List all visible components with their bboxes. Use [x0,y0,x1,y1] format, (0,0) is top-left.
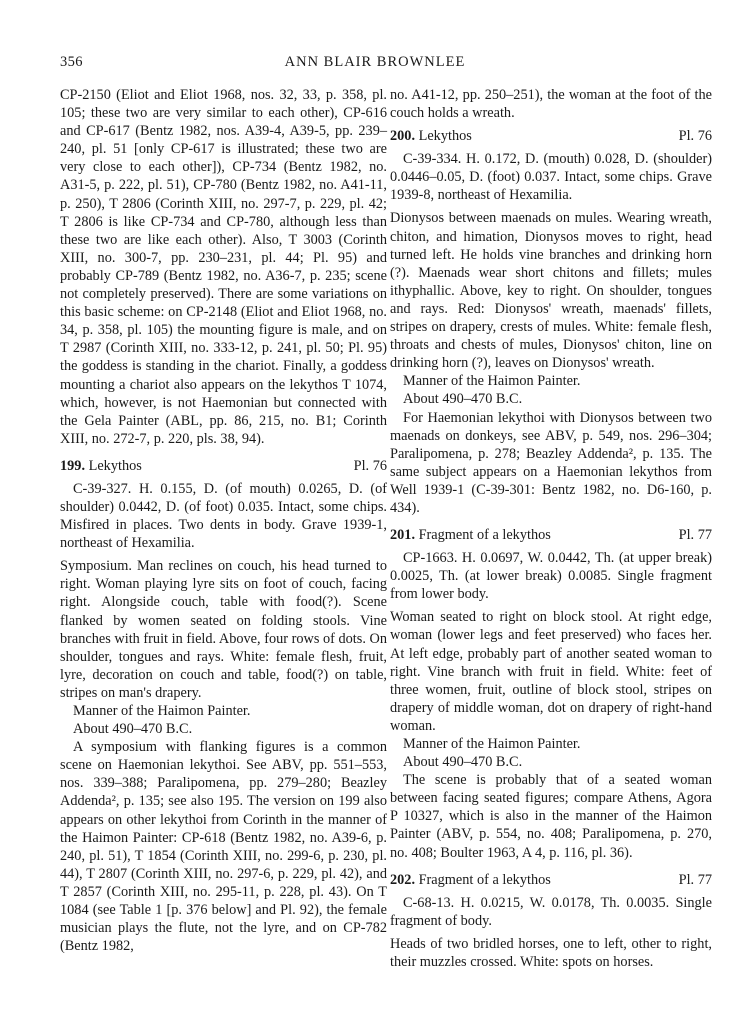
page-number: 356 [60,54,83,70]
plate-reference: Pl. 76 [678,128,712,145]
plate-reference: Pl. 77 [678,871,712,888]
catalog-data: C-39-334. H. 0.172, D. (mouth) 0.028, D. (shoulder) 0.0446–0.05, D. (foot) 0.037. Intact, some chips. Grave 1939-8, northeast of Hexamilia. [390,151,712,204]
date: About 490–470 B.C. [73,721,193,738]
attribution: Manner of the Haimon Painter. [403,373,581,390]
commentary: A symposium with flanking figures is a common scene on Haemonian lekythoi. See ABV, pp. 551–553, nos. 339–388; Paralipomena, pp. 279–280; Beazley Addenda², p. 135; see also 195. The version on 199 also appears on other lekythoi from Corinth in the manner of the Haimon Painter: CP-618 (Bentz 1982, no. A39-6, p. 240, pl. 51), T 1854 (Corinth XIII, no. 299-6, p. 230, pl. 44), T 2807 (Corinth XIII, no. 297-6, p. 229, pl. 42), and T 2857 (Corinth XIII, no. 295-11, p. 228, pl. 43). On T 1084 (see Table 1 [p. 376 below] and Pl. 92), the female musician plays the flute, not the lyre, and on CP-782 (Bentz 1982, [60,739,387,955]
description: Symposium. Man reclines on couch, his head turned to right. Woman playing lyre sits on foot of couch, facing right. Alongside couch, table with food(?). Scene flanked by women seated on folding stools. Vine branches with fruit in field. Above, four rows of dots. On shoulder, tongues and rays. White: female flesh, fruit, lyre, decoration on couch and table, food(?) on table, stripes on man's drapery. [60,558,387,701]
entry-number: 202. [390,871,419,888]
plate-reference: Pl. 76 [353,457,387,474]
entry-title: Lekythos [88,457,142,474]
date: About 490–470 B.C. [403,754,523,771]
entry-number: 201. [390,527,419,544]
entry-title: Fragment of a lekythos [418,871,551,888]
plate-reference: Pl. 77 [678,527,712,544]
right-column [390,86,712,971]
description: Heads of two bridled horses, one to left, other to right, their muzzles crossed. White: spots on horses. [390,935,712,970]
attribution: Manner of the Haimon Painter. [73,703,251,719]
entry-heading-200 [390,127,712,145]
left-column [60,86,387,955]
running-title: ANN BLAIR BROWNLEE [284,54,466,70]
entry-number: 199. [60,457,89,474]
entry-number: 200. [390,128,419,145]
description: Woman seated to right on block stool. At right edge, woman (lower legs and feet preserved) who faces her. At left edge, probably part of another seated woman to right. Vine branch with fruit in field. White: feet of three women, fruit, outline of block stool, stripes on drapery of middle woman, dot on drapery of right-hand woman. [390,609,712,734]
entry-heading-199 [60,457,387,475]
continuation-paragraph: CP-2150 (Eliot and Eliot 1968, nos. 32, 33, p. 358, pl. 105; these two are very similar to each other), CP-616 and CP-617 (Bentz 1982, nos. A39-4, A39-5, pp. 239–240, pl. 51 [only CP-617 is illustrated; these two are very close to each other]), CP-734 (Bentz 1982, no. A31-5, p. 222, pl. 51), CP-780 (Bentz 1982, no. A41-11, p. 250), T 2806 (Corinth XIII, no. 297-7, p. 229, pl. 42; T 2806 is like CP-734 and CP-780, although less than these two are like each other). Also, T 3003 (Corinth XIII, no. 300-7, pp. 230–231, pl. 44; Pl. 95) and probably CP-789 (Bentz 1982, no. A36-7, p. 235; scene not completely preserved). There are some variations on this basic scheme: on CP-2148 (Eliot and Eliot 1968, no. 34, p. 358, pl. 105) the mounting figure is male, and on T 2987 (Corinth XIII, no. 333-12, p. 241, pl. 50; Pl. 95) the goddess is standing in the chariot. Finally, a goddess mounting a chariot also appears on the lekythos T 1074, which, however, is not Haemonian but connected with the Gela Painter (ABL, pp. 86, 215, no. B1; Corinth XIII, no. 272-7, p. 220, pls. 38, 94). [60,87,387,447]
continuation-paragraph: no. A41-12, pp. 250–251), the woman at the foot of the couch holds a wreath. [390,87,712,122]
entry-title: Lekythos [418,128,472,145]
description: Dionysos between maenads on mules. Wearing wreath, chiton, and himation, Dionysos moves to right, head turned left. He holds vine branches and drinking horn (?). Maenads wear short chitons and fillets; mules ithyphallic. Above, key to right. On shoulder, tongues and rays. Red: Dionysos' wreath, maenads' fillets, stripes on drapery, crests of mules. White: female flesh, throats and chests of mules, Dionysos' chiton, line on drinking horn (?), leaves on Dionysos' wreath. [390,210,712,372]
entry-heading-201 [390,526,712,544]
commentary: For Haemonian lekythoi with Dionysos between two maenads on donkeys, see ABV, p. 549, nos. 296–304; Paralipomena, p. 278; Beazley Addenda², p. 135. The same subject appears on a Haemonian lekythos from Well 1939-1 (C-39-301: Bentz 1982, no. D6-160, p. 434). [390,409,712,516]
page-header [60,54,690,74]
entry-title: Fragment of a lekythos [418,527,551,544]
entry-heading-202 [390,871,712,889]
catalog-data: C-68-13. H. 0.0215, W. 0.0178, Th. 0.0035. Single fragment of body. [390,894,712,929]
date: About 490–470 B.C. [403,391,523,408]
commentary: The scene is probably that of a seated woman between facing seated figures; compare Athens, Agora P 10327, which is also in the manner of the Haimon Painter (ABV, p. 554, no. 408; Paralipomena, p. 270, no. 408; Boulter 1963, A 4, p. 116, pl. 36). [390,772,712,861]
attribution: Manner of the Haimon Painter. [403,736,581,752]
catalog-data: C-39-327. H. 0.155, D. (of mouth) 0.0265, D. (of shoulder) 0.0442, D. (of foot) 0.035. Intact, some chips. Misfired in places. Two dents in body. Grave 1939-1, northeast of Hexamilia. [60,480,387,552]
catalog-data: CP-1663. H. 0.0697, W. 0.0442, Th. (at upper break) 0.0025, Th. (at lower break) 0.0085. Single fragment from lower body. [390,550,712,603]
